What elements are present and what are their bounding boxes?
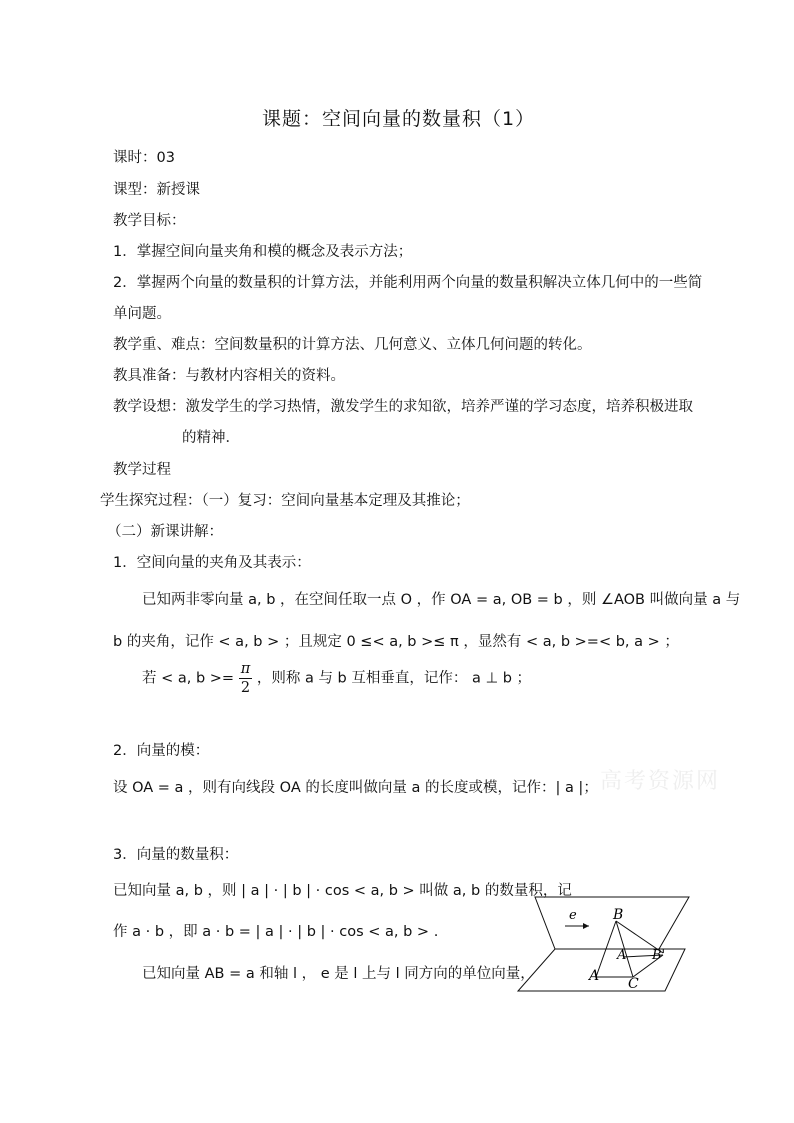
section1-line1: 已知两非零向量 a, b ，在空间任取一点 O ，作 OA = a, OB = b ，则 ∠AOB 叫做向量 a 与 [142,592,741,608]
key-points: 教学重、难点：空间数量积的计算方法、几何意义、立体几何问题的转化。 [113,337,592,353]
label-e: e [569,908,577,923]
section2-heading: 2．向量的模： [113,743,210,759]
fraction-denominator: 2 [240,680,251,696]
upper-plane [535,897,689,949]
projection-diagram [515,893,695,998]
page-title: 课题：空间向量的数量积（1） [262,108,536,130]
section2-line1: 设 OA = a ，则有向线段 OA 的长度叫做向量 a 的长度或模，记作：| a |； [113,780,598,796]
watermark: 高考资源网 [600,769,721,794]
section1-line3-post: ，则称 a 与 b 互相垂直，记作： a ⊥ b ； [256,670,532,687]
e-arrowhead [583,923,589,929]
label-C: C [628,976,639,992]
section3-heading: 3．向量的数量积： [113,847,239,863]
objectives-heading: 教学目标： [113,213,186,229]
section1-line2: b 的夹角，记作 < a, b > ；且规定 0 ≤< a, b >≤ π ，显然有 < a, b >=< b, a > ； [113,634,679,650]
label-A: A [589,968,600,984]
objective-1: 1．掌握空间向量夹角和模的概念及表示方法； [113,244,413,260]
section3-line2: 作 a · b ，即 a · b = | a | · | b | · cos < a, b > . [113,924,439,940]
design-line1: 教学设想：激发学生的学习热情，激发学生的求知欲，培养严谨的学习态度，培养积极进取 [113,399,693,415]
pi-over-two-fraction [239,660,253,697]
fraction-numerator: π [240,661,251,677]
materials: 教具准备：与教材内容相关的资料。 [113,368,345,384]
section3-line3: 已知向量 AB = a 和轴 l ， e 是 l 上与 l 同方向的单位向量， [142,966,535,982]
objective-2-line2: 单问题。 [113,306,171,322]
process-heading: 教学过程 [113,462,171,478]
lesson-type: 课型：新授课 [113,182,200,198]
section1-line3 [142,660,531,697]
review-line: 学生探究过程：（一）复习：空间向量基本定理及其推论； [100,493,470,509]
label-B-prime: B' [652,948,666,963]
lesson-hours: 课时：03 [113,150,175,166]
design-line2: 的精神． [182,430,240,446]
new-lesson-heading: （二）新课讲解： [107,524,223,540]
section1-heading: 1．空间向量的夹角及其表示： [113,555,311,571]
objective-2-line1: 2．掌握两个向量的数量积的计算方法，并能利用两个向量的数量积解决立体几何中的一些简 [113,275,703,291]
section3-line1: 已知向量 a, b ，则 | a | · | b | · cos < a, b > 叫做 a, b 的数量积，记 [113,883,572,899]
label-B: B [613,907,624,923]
label-A-top: A [617,948,627,963]
section1-line3-pre: 若 < a, b >= [142,670,235,687]
